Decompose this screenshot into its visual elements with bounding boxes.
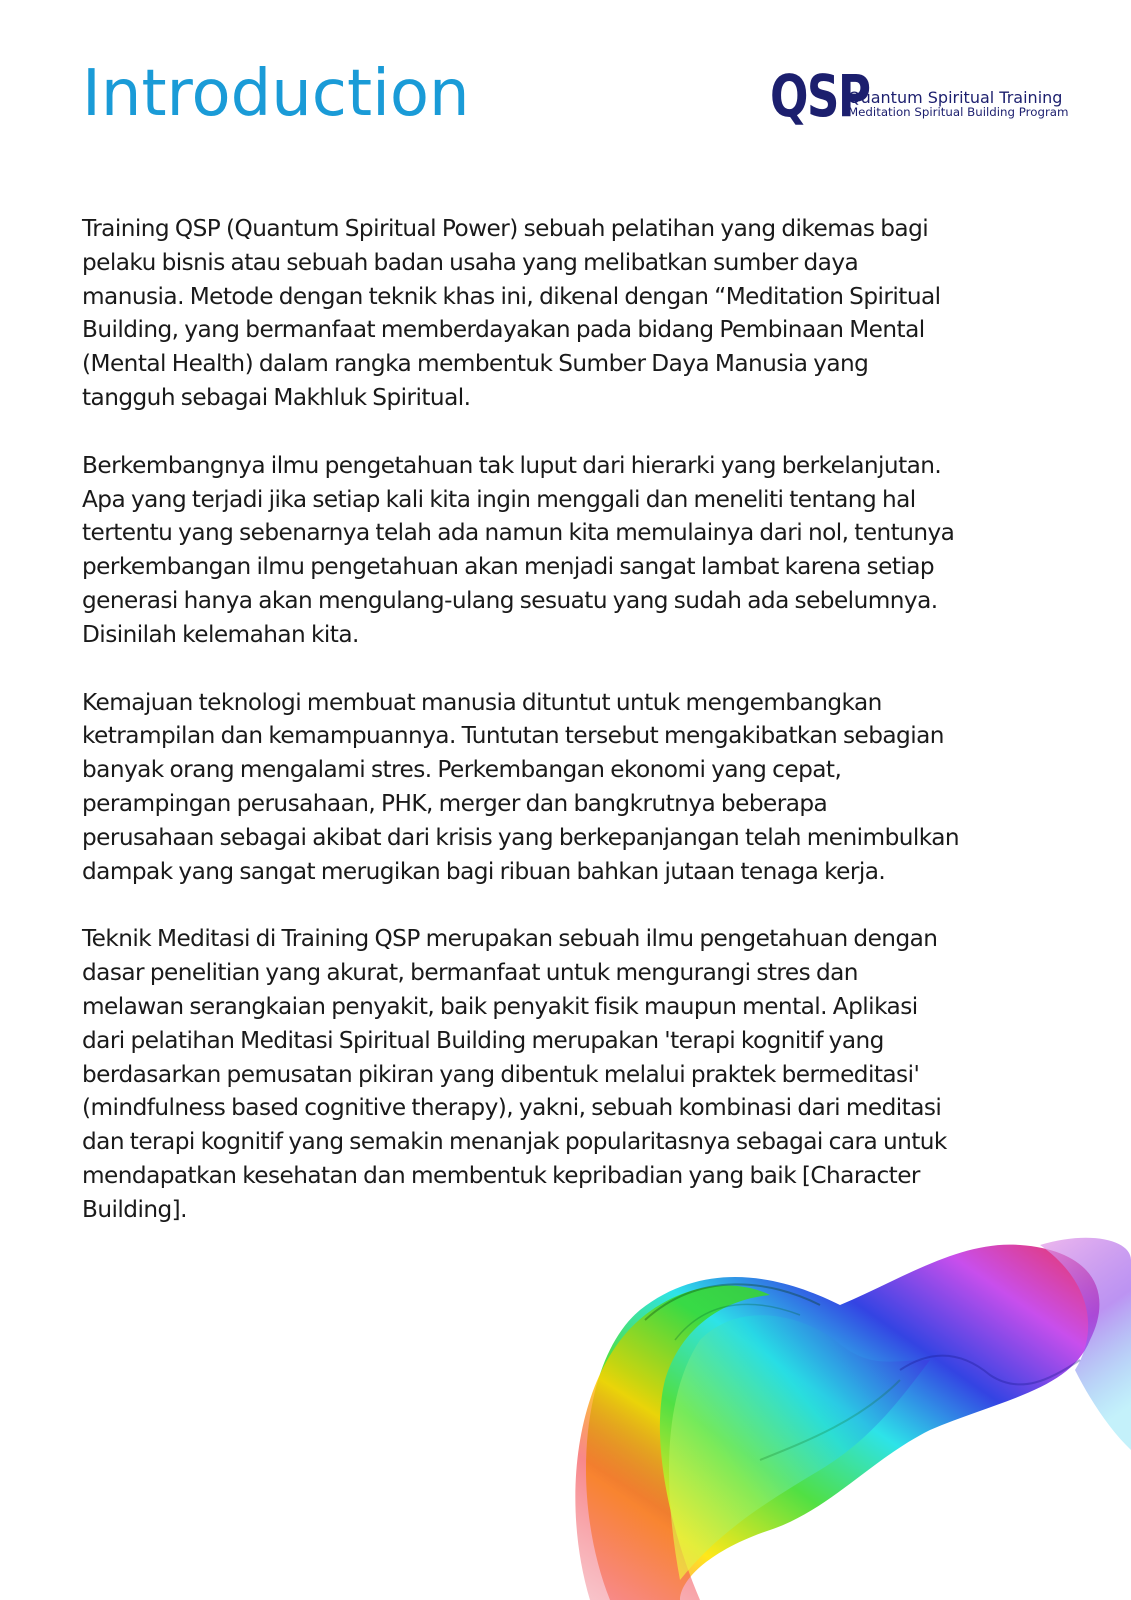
text-line: tertentu yang sebenarnya telah ada namun kita memulainya dari nol, tentunya <box>82 519 955 547</box>
paragraph-4 <box>82 922 1042 1226</box>
text-line: perusahaan sebagai akibat dari krisis yang berkepanjangan telah menimbulkan <box>82 823 960 851</box>
text-line: (Mental Health) dalam rangka membentuk Sumber Daya Manusia yang <box>82 350 869 378</box>
body-content <box>82 212 1042 1261</box>
text-line: banyak orang mengalami stres. Perkembangan ekonomi yang cepat, <box>82 756 842 784</box>
text-line: berdasarkan pemusatan pikiran yang dibentuk melalui praktek bermeditasi' <box>82 1060 920 1088</box>
text-line: pelaku bisnis atau sebuah badan usaha yang melibatkan sumber daya <box>82 248 859 276</box>
logo-tagline-1: Quantum Spiritual Training <box>848 87 1063 107</box>
text-line: perampingan perusahaan, PHK, merger dan bangkrutnya beberapa <box>82 789 828 817</box>
text-line: Kemajuan teknologi membuat manusia dituntut untuk mengembangkan <box>82 688 882 716</box>
logo-mark: QSP <box>770 61 870 130</box>
rainbow-heart-icon <box>570 1200 1131 1600</box>
page-title: Introduction <box>82 57 470 131</box>
qsp-logo <box>770 60 1069 130</box>
text-line: Teknik Meditasi di Training QSP merupakan sebuah ilmu pengetahuan dengan <box>82 925 938 953</box>
text-line: dari pelatihan Meditasi Spiritual Building merupakan 'terapi kognitif yang <box>82 1026 884 1054</box>
paragraph-2 <box>82 449 1042 652</box>
paragraph-1 <box>82 212 1042 415</box>
text-line: Disinilah kelemahan kita. <box>82 620 359 648</box>
text-line: dasar penelitian yang akurat, bermanfaat untuk mengurangi stres dan <box>82 959 858 987</box>
logo-tagline-2: Meditation Spiritual Building Program <box>848 105 1069 120</box>
text-line: dampak yang sangat merugikan bagi ribuan bahkan jutaan tenaga kerja. <box>82 857 886 885</box>
text-line: Building, yang bermanfaat memberdayakan pada bidang Pembinaan Mental <box>82 316 925 344</box>
text-line: manusia. Metode dengan teknik khas ini, dikenal dengan “Meditation Spiritual <box>82 282 941 310</box>
text-line: ketrampilan dan kemampuannya. Tuntutan tersebut mengakibatkan sebagian <box>82 722 944 750</box>
text-line: tangguh sebagai Makhluk Spiritual. <box>82 383 471 411</box>
text-line: Berkembangnya ilmu pengetahuan tak luput dari hierarki yang berkelanjutan. <box>82 451 942 479</box>
text-line: perkembangan ilmu pengetahuan akan menjadi sangat lambat karena setiap <box>82 553 935 581</box>
text-line: generasi hanya akan mengulang-ulang sesuatu yang sudah ada sebelumnya. <box>82 586 938 614</box>
logo-text <box>848 89 1069 122</box>
text-line: Apa yang terjadi jika setiap kali kita ingin menggali dan meneliti tentang hal <box>82 485 916 513</box>
paragraph-3 <box>82 686 1042 889</box>
text-line: Training QSP (Quantum Spiritual Power) sebuah pelatihan yang dikemas bagi <box>82 215 929 242</box>
text-line: dan terapi kognitif yang semakin menanjak popularitasnya sebagai cara untuk <box>82 1128 947 1156</box>
text-line: mendapatkan kesehatan dan membentuk kepribadian yang baik [Character <box>82 1161 920 1189</box>
text-line: melawan serangkaian penyakit, baik penyakit fisik maupun mental. Aplikasi <box>82 992 918 1020</box>
text-line: Building]. <box>82 1195 187 1223</box>
text-line: (mindfulness based cognitive therapy), yakni, sebuah kombinasi dari meditasi <box>82 1094 942 1122</box>
